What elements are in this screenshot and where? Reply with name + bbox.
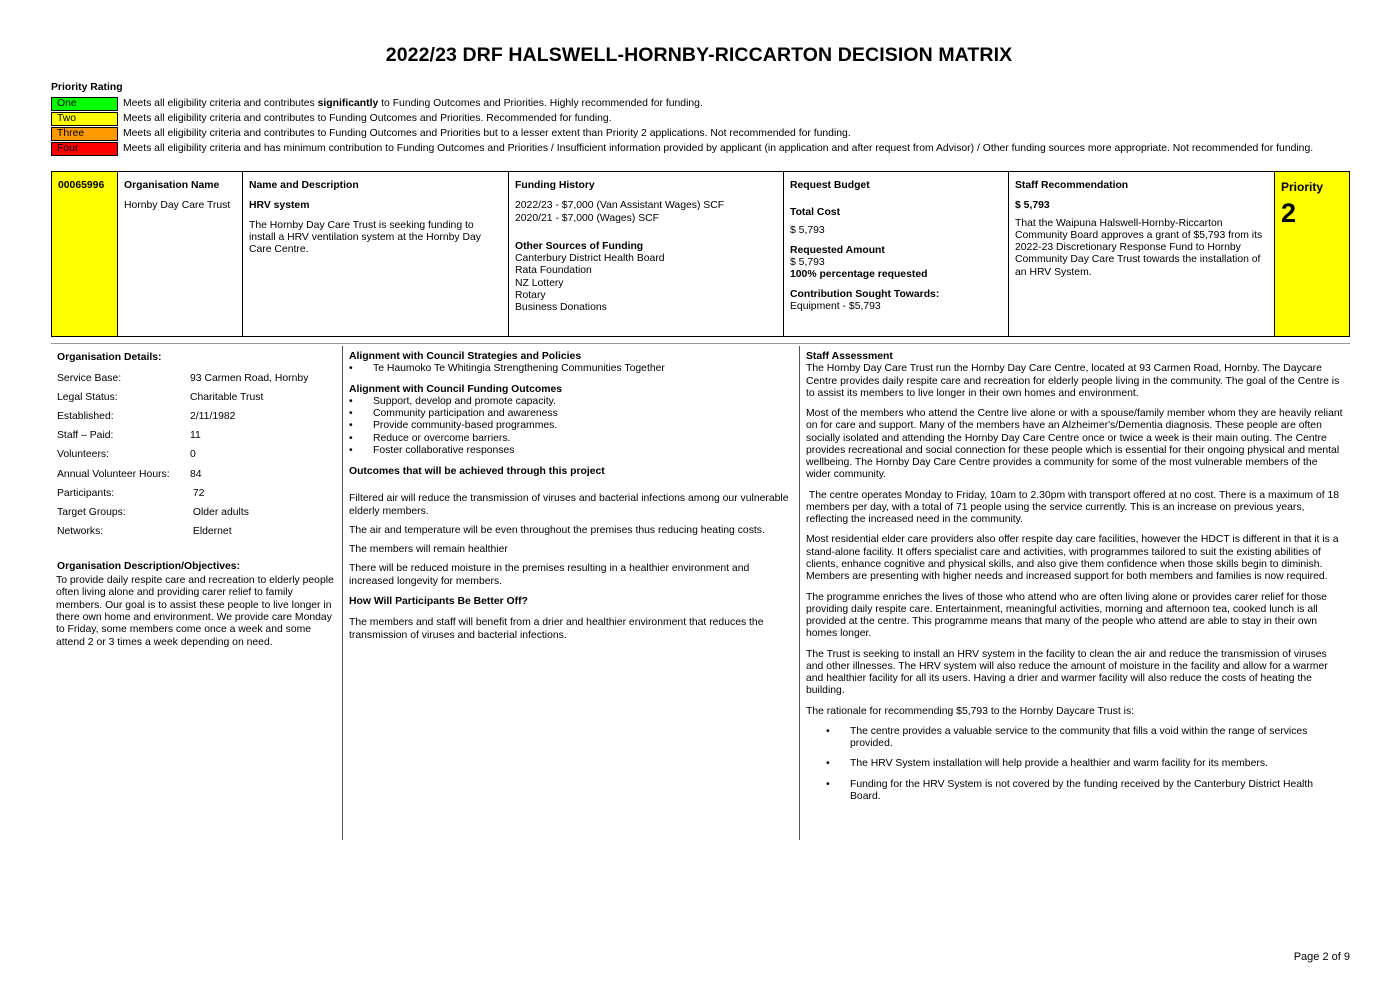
org-detail-row: Networks: Eldernet: [57, 526, 232, 538]
priority-row-one: [51, 97, 703, 111]
funding-history-item: 2022/23 - $7,000 (Van Assistant Wages) SCF: [515, 200, 725, 212]
contribution-label: Contribution Sought Towards:: [790, 288, 940, 300]
better-off-text: The members and staff will benefit from a drier and healthier environment that reduces the transmission of viruses and bacterial infections.: [349, 617, 764, 641]
org-name-cell: [118, 172, 243, 336]
org-name-heading: Organisation Name: [124, 180, 220, 191]
funding-outcome-item: • Foster collaborative responses: [349, 444, 515, 456]
assessment-paragraph: Most residential elder care providers also offer respite day care facilities, however the HDCT is different in that it is a stand-alone facility. It offers specialist care and activities, with programmes tailored to suit the existing abilities of clients, enhance cognitive and physical skills, and also give them confidence when those skills begin to diminish. Members are presenting with higher needs and increased support for both members and families is now required.: [806, 534, 1339, 583]
other-source-item: Rata Foundation: [515, 265, 592, 277]
priority-label-four: Four: [51, 142, 118, 156]
funding-history-item: 2020/21 - $7,000 (Wages) SCF: [515, 212, 660, 224]
priority-desc-three: Meets all eligibility criteria and contributes to Funding Outcomes and Priorities but to a lesser extent than Priority 2 applications. Not recommended for funding.: [123, 127, 851, 139]
grant-id: 00065996: [58, 180, 105, 191]
priority-value: 2: [1281, 198, 1297, 229]
funding-outcome-item: • Support, develop and promote capacity.: [349, 395, 556, 407]
strategies-heading: Alignment with Council Strategies and Policies: [349, 351, 582, 362]
total-cost-value: $ 5,793: [790, 224, 825, 236]
priority-rating-heading: Priority Rating: [51, 82, 123, 93]
funding-outcomes-heading: Alignment with Council Funding Outcomes: [349, 383, 562, 395]
other-sources-heading: Other Sources of Funding: [515, 240, 644, 252]
funding-outcome-item: • Reduce or overcome barriers.: [349, 432, 511, 444]
org-detail-row: Participants: 72: [57, 487, 205, 499]
funding-outcome-item: • Community participation and awareness: [349, 408, 558, 420]
org-name: Hornby Day Care Trust: [124, 200, 231, 212]
name-description-cell: [243, 172, 509, 336]
staff-recommendation-heading: Staff Recommendation: [1015, 180, 1129, 191]
org-detail-row: Annual Volunteer Hours: 84: [57, 468, 202, 480]
grant-summary-table: [51, 171, 1350, 337]
other-source-item: NZ Lottery: [515, 277, 564, 289]
other-source-item: Canterbury District Health Board: [515, 253, 665, 265]
org-detail-row: Established: 2/11/1982: [57, 411, 236, 423]
org-detail-row: Volunteers: 0: [57, 449, 196, 461]
priority-row-three: [51, 127, 851, 141]
priority-heading: Priority: [1281, 180, 1324, 194]
staff-recommendation-cell: [1009, 172, 1275, 336]
project-description: The Hornby Day Care Trust is seeking funding to install a HRV ventilation system at the Hornby Day Care Centre.: [249, 219, 481, 256]
funding-outcome-item: • Provide community-based programmes.: [349, 420, 558, 432]
section-divider: [51, 343, 1350, 344]
org-details-heading: Organisation Details:: [57, 352, 162, 363]
assessment-paragraph: Most of the members who attend the Centre live alone or with a spouse/family member whom they are heavily reliant on for care and support. Many of the members have an Alzheimer's/Dementia diagnosis. These people are often socially isolated and attending the Hornby Day Care Centre once or twice a week is their main outing. The Centre provides recreational and social connection for these people which is essential for their ongoing physical and mental wellbeing. The Hornby Day Care Centre provides a community for some of the most vulnerable members of the wider community.: [806, 408, 1343, 481]
org-detail-row: Legal Status: Charitable Trust: [57, 391, 264, 403]
priority-label-three: Three: [51, 127, 118, 141]
requested-amount-value: $ 5,793: [790, 257, 825, 269]
assessment-paragraph: The centre operates Monday to Friday, 10am to 2.30pm with transport offered at no cost. There is a maximum of 18 members per day, with a total of 71 people using the service currently. This is an increase on previous years, reflecting the increased need in the community.: [806, 489, 1342, 526]
staff-recommendation-amount: $ 5,793: [1015, 200, 1050, 212]
rationale-item: • The centre provides a valuable service to the community that fills a void within the range of services provided.: [826, 725, 1308, 750]
request-budget-cell: [784, 172, 1009, 336]
name-description-heading: Name and Description: [249, 180, 359, 191]
percentage-requested: 100% percentage requested: [790, 269, 928, 281]
better-off-heading: How Will Participants Be Better Off?: [349, 595, 528, 607]
priority-label-two: Two: [51, 112, 118, 126]
staff-recommendation-text: That the Waipuna Halswell-Hornby-Riccarton Community Board approves a grant of $5,793 from its 2022-23 Discretionary Response Fund to Hornby Community Day Care Trust towards the installation of an HRV System.: [1015, 217, 1263, 278]
contribution-value: Equipment - $5,793: [790, 300, 881, 312]
priority-row-four: [51, 142, 1313, 156]
other-source-item: Rotary: [515, 289, 546, 301]
assessment-paragraph: The programme enriches the lives of those who attend who are often living alone or provides carer relief for those providing daily respite care. Entertainment, meaningful activities, morning and afternoon tea, cooked lunch is all provided at the centre. This programme means that many of the people who attend are able to stay in their own homes longer.: [806, 591, 1327, 640]
outcome-achieved-item: The members will remain healthier: [349, 544, 508, 556]
assessment-paragraph: The Trust is seeking to install an HRV system in the facility to clean the air and reduce the transmission of viruses and other illnesses. The HRV system will also reduce the amount of moisture in the facility and allow for a warmer and healthier facility for all its users. Having a drier and warmer facility will also reduce the costs of heating the building.: [806, 648, 1328, 697]
staff-assessment-column: [800, 346, 1350, 840]
org-detail-row: Target Groups: Older adults: [57, 507, 249, 519]
staff-assessment-heading: Staff Assessment: [806, 351, 893, 362]
total-cost-label: Total Cost: [790, 207, 841, 219]
priority-label-one: One: [51, 97, 118, 111]
priority-desc-four: Meets all eligibility criteria and has minimum contribution to Funding Outcomes and Priorities / Insufficient information provided by applicant (in application and after request from Advisor) / Other funding sources more appropriate. Not recommended for funding.: [123, 142, 1314, 154]
request-budget-heading: Request Budget: [790, 180, 870, 191]
rationale-item: • The HRV System installation will help provide a healthier and warm facility for its members.: [826, 758, 1268, 770]
org-description-text: To provide daily respite care and recreation to elderly people often living alone and providing carer relief to family members. Our goal is to assist these people to live longer in there own home and environment. We provide care Monday to Friday, some members come once a week and some attend 2 or 3 times a week depending on need.: [56, 575, 334, 648]
funding-history-heading: Funding History: [515, 180, 595, 191]
outcome-achieved-item: Filtered air will reduce the transmission of viruses and bacterial infections among our vulnerable elderly members.: [349, 493, 789, 517]
other-source-item: Business Donations: [515, 302, 607, 314]
priority-cell: [1275, 172, 1349, 336]
org-detail-row: Service Base: 93 Carmen Road, Hornby: [57, 372, 309, 384]
priority-row-two: [51, 112, 612, 126]
alignment-column: [342, 346, 800, 840]
page-title: 2022/23 DRF HALSWELL-HORNBY-RICCARTON DECISION MATRIX: [385, 44, 1013, 66]
rationale-item: • Funding for the HRV System is not covered by the funding received by the Canterbury District Health Board.: [826, 778, 1313, 802]
assessment-paragraph: The Hornby Day Care Trust run the Hornby Day Care Centre, located at 93 Carmen Road, Hornby. The Daycare Centre provides daily respite care and recreation for elderly people living in the community. The goal of the Centre is to assist its members to live longer in their own homes and environment.: [806, 363, 1340, 399]
outcomes-achieved-heading: Outcomes that will be achieved through this project: [349, 466, 605, 478]
priority-desc-two: Meets all eligibility criteria and contributes to Funding Outcomes and Priorities. Recommended for funding.: [123, 112, 612, 124]
assessment-paragraph: The rationale for recommending $5,793 to the Hornby Daycare Trust is:: [806, 705, 1135, 717]
outcome-achieved-item: The air and temperature will be even throughout the premises thus reducing heating costs.: [349, 524, 765, 536]
organisation-details-column: [51, 346, 342, 840]
org-description-heading: Organisation Description/Objectives:: [57, 560, 241, 572]
page-number: Page 2 of 9: [1293, 951, 1350, 963]
grant-id-cell: [52, 172, 118, 336]
requested-amount-label: Requested Amount: [790, 244, 885, 256]
priority-desc-one: Meets all eligibility criteria and contributes significantly to Funding Outcomes and Priorities. Highly recommended for funding.: [123, 97, 703, 109]
strategy-item: • Te Haumoko Te Whitingia Strengthening Communities Together: [349, 363, 665, 375]
org-detail-row: Staff – Paid: 11: [57, 430, 201, 442]
funding-history-cell: [509, 172, 784, 336]
project-name: HRV system: [249, 200, 310, 212]
outcome-achieved-item: There will be reduced moisture in the premises resulting in a healthier environment and increased longevity for members.: [349, 563, 750, 587]
